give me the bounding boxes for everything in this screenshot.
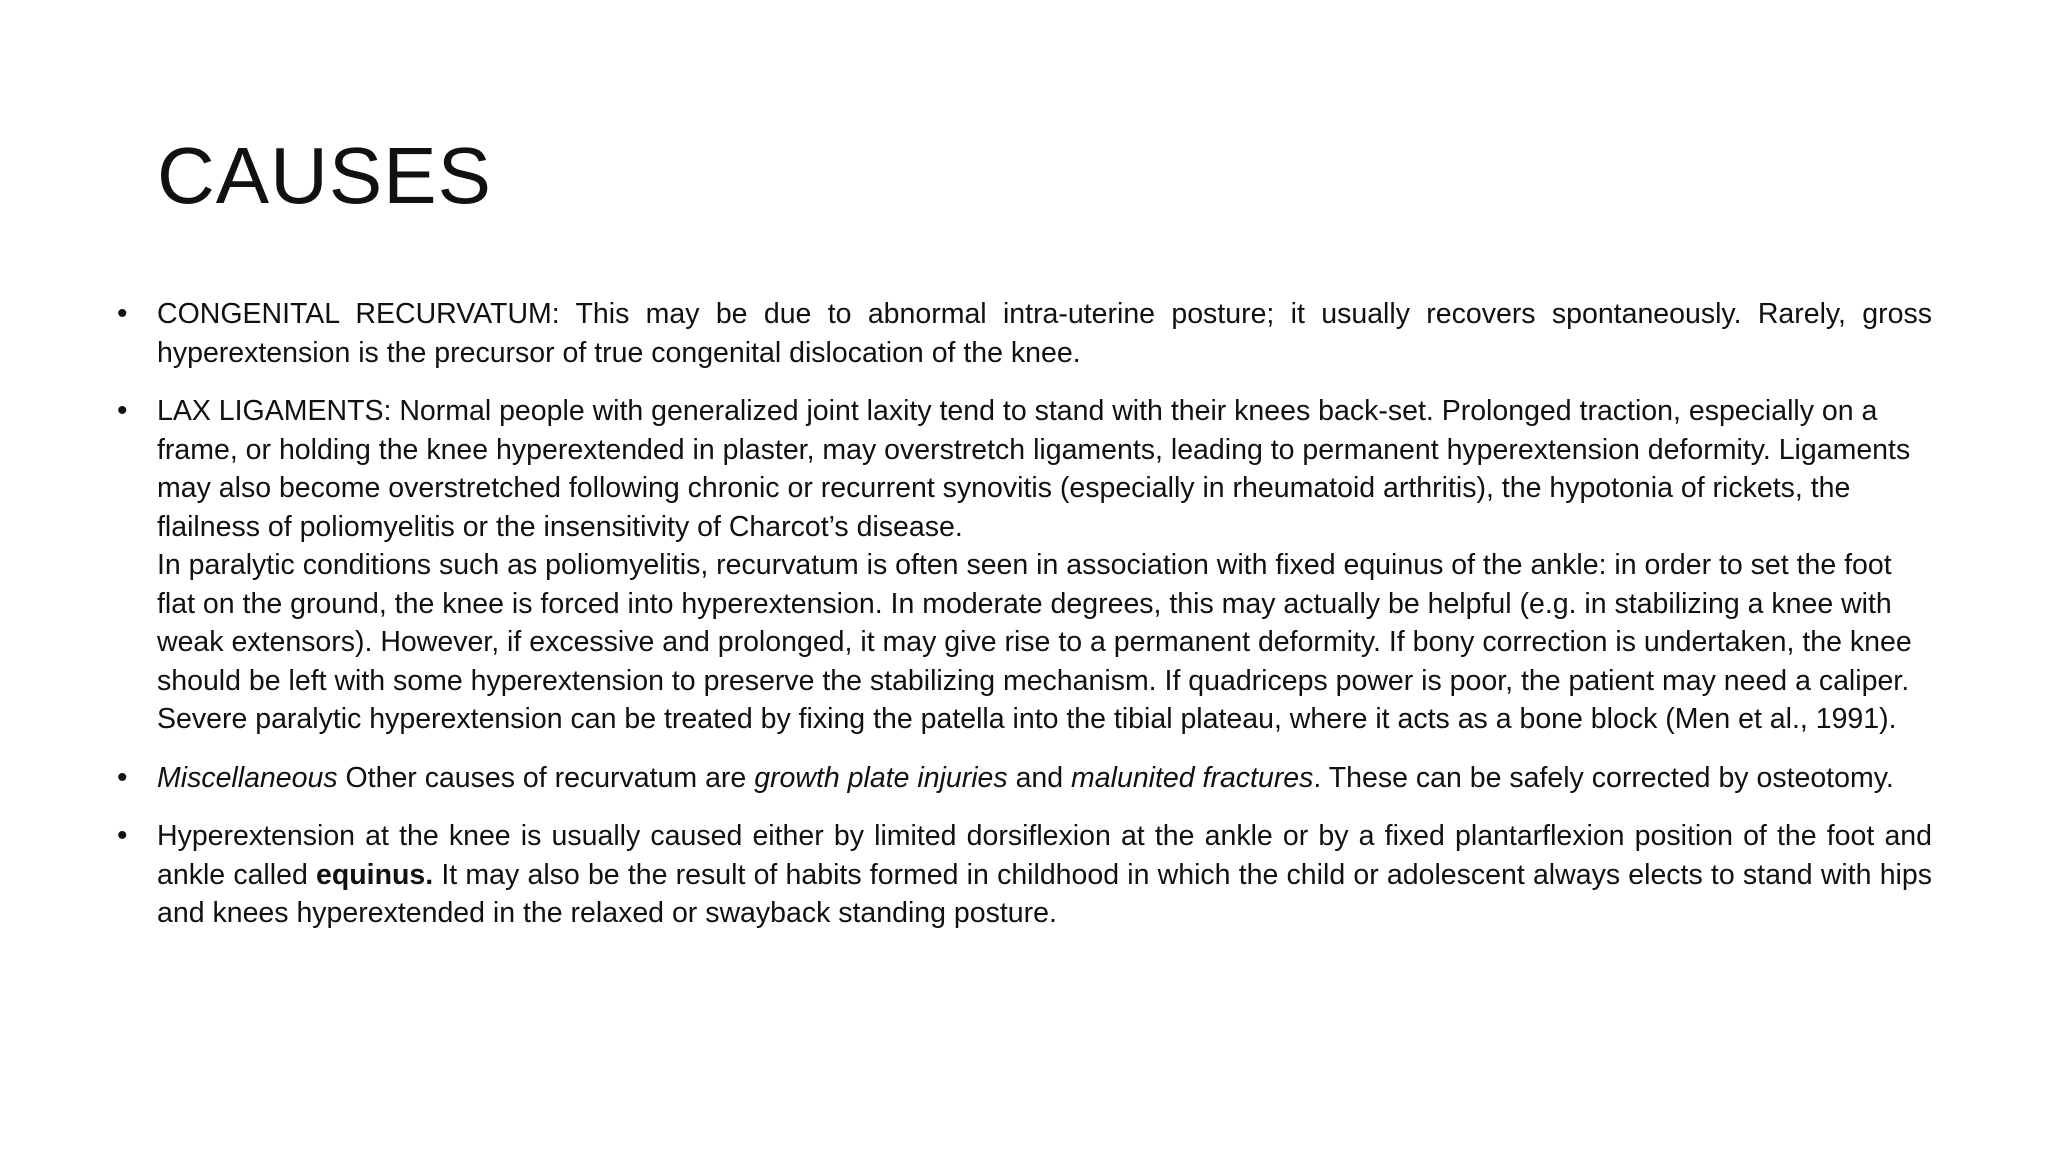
bullet-congenital-recurvatum bbox=[117, 295, 1932, 372]
text-run: It may also be the result of habits formed in childhood in which the child or adolescent always elects to stand with hips and knees hyperextended in the relaxed or swayback standing posture. bbox=[157, 858, 1932, 929]
bullet-text bbox=[157, 759, 1932, 798]
bullet-hyperextension bbox=[117, 817, 1932, 933]
text-run: . These can be safely corrected by osteotomy. bbox=[1313, 761, 1894, 794]
slide-title: CAUSES bbox=[157, 131, 492, 220]
bullet-paragraph bbox=[157, 759, 1932, 798]
italic-term: malunited fractures bbox=[1071, 761, 1314, 794]
text-run: Hyperextension at the knee is usually caused either by limited dorsiflexion at the ankle or by a fixed plantarflexion position of the foot and ankle called bbox=[157, 820, 1932, 891]
italic-lead: Miscellaneous bbox=[157, 761, 338, 794]
bullet-dot: • bbox=[117, 760, 128, 794]
bullet-dot: • bbox=[117, 394, 128, 427]
bullet-lax-ligaments bbox=[117, 392, 1932, 739]
bullet-paragraph: CONGENITAL RECURVATUM: This may be due to abnormal intra-uterine posture; it usually recovers spontaneously. Rarely, gross hyperextension is the precursor of true congenital dislocation of the knee. bbox=[157, 298, 1932, 369]
bullet-miscellaneous bbox=[117, 759, 1932, 798]
text-run: Other causes of recurvatum are bbox=[337, 761, 755, 794]
bullet-text bbox=[157, 392, 1932, 739]
italic-term: growth plate injuries bbox=[754, 761, 1008, 794]
bullet-paragraph: LAX LIGAMENTS: Normal people with generalized joint laxity tend to stand with their knees back-set. Prolonged traction, especially on a frame, or holding the knee hyperextended in plaster, may overstretch ligaments, leading to permanent hyperextension deformity. Ligaments may also become overstretched following chronic or recurrent synovitis (especially in rheumatoid arthritis), the hypotonia of rickets, the flailness of poliomyelitis or the insensitivity of Charcot’s disease. bbox=[157, 395, 1911, 543]
bullet-dot: • bbox=[117, 819, 128, 852]
bullet-dot: • bbox=[117, 297, 128, 330]
bold-term: equinus. bbox=[316, 858, 434, 891]
bullet-paragraph: In paralytic conditions such as poliomyelitis, recurvatum is often seen in association with fixed equinus of the ankle: in order to set the foot flat on the ground, the knee is forced into hyperextension. In moderate degrees, this may actually be helpful (e.g. in stabilizing a knee with weak extensors). However, if excessive and prolonged, it may give rise to a permanent deformity. If bony correction is undertaken, the knee should be left with some hyperextension to preserve the stabilizing mechanism. If quadriceps power is poor, the patient may need a caliper. Severe paralytic hyperextension can be treated by fixing the patella into the tibial plateau, where it acts as a bone block (Men et al., 1991). bbox=[157, 549, 1912, 735]
text-run: and bbox=[1007, 761, 1072, 794]
bullet-text bbox=[157, 295, 1932, 372]
bullet-paragraph bbox=[157, 817, 1932, 933]
bullet-list bbox=[117, 295, 1932, 953]
bullet-text bbox=[157, 817, 1932, 933]
